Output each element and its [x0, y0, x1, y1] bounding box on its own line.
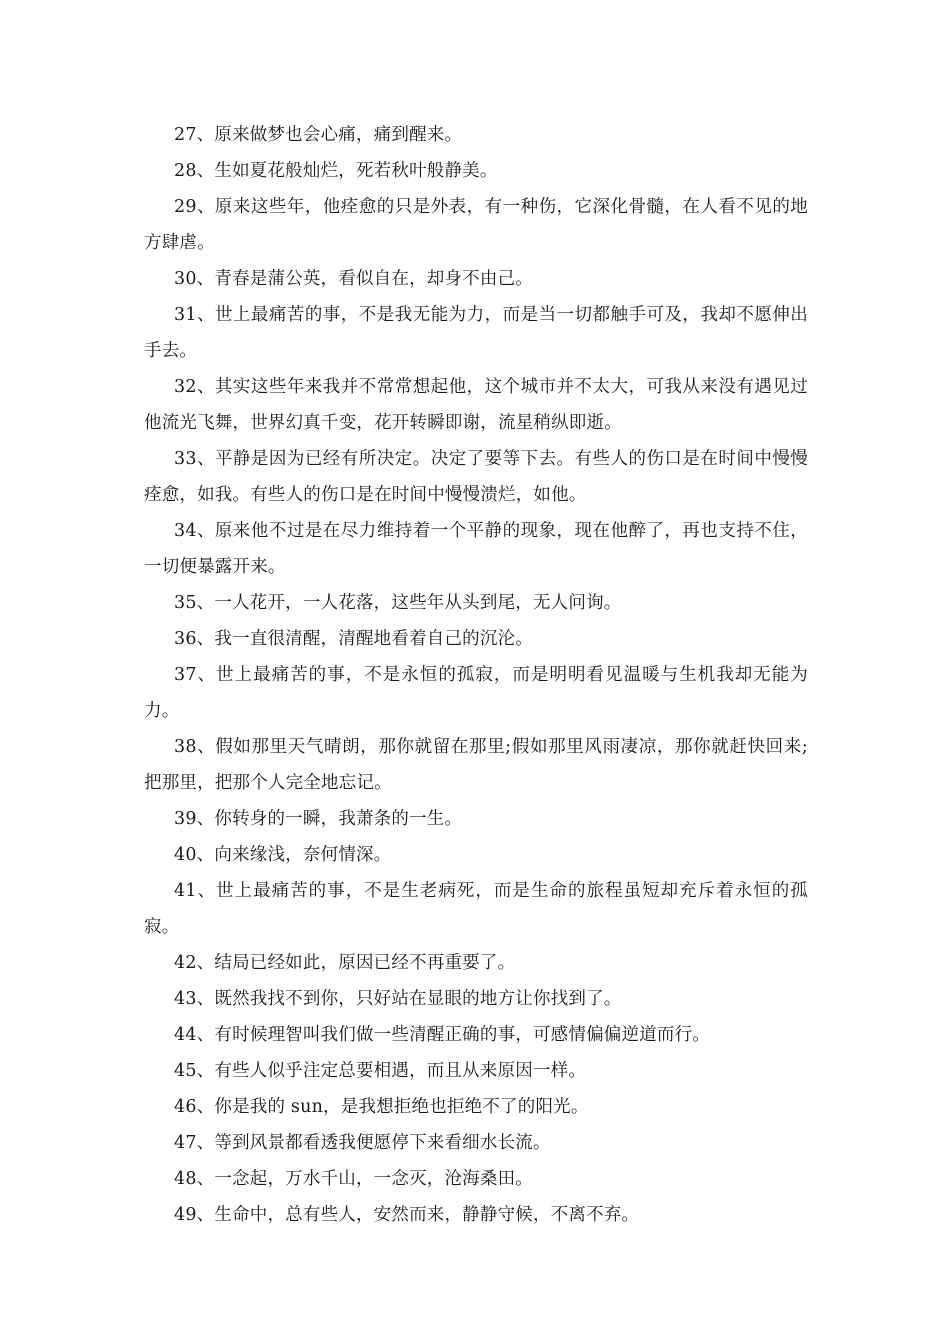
quote-paragraph-49: 49、生命中，总有些人，安然而来，静静守候，不离不弃。	[174, 1205, 640, 1225]
quote-paragraph-34: 34、原来他不过是在尽力维持着一个平静的现象，现在他醉了，再也支持不住，一切便暴露开来。	[144, 521, 808, 577]
quote-paragraph-44: 44、有时候理智叫我们做一些清醒正确的事，可感情偏偏逆道而行。	[174, 1025, 710, 1045]
quote-paragraph-32: 32、其实这些年来我并不常常想起他，这个城市并不太大，可我从来没有遇见过他流光飞舞，世界幻真千变，花开转瞬即谢，流星稍纵即逝。	[144, 377, 808, 433]
quote-paragraph-48: 48、一念起，万水千山，一念灭，沧海桑田。	[174, 1169, 533, 1189]
quote-paragraph-38: 38、假如那里天气晴朗，那你就留在那里;假如那里风雨凄凉，那你就赶快回来;把那里，把那个人完全地忘记。	[144, 737, 808, 793]
quote-paragraph-31: 31、世上最痛苦的事，不是我无能为力，而是当一切都触手可及，我却不愿伸出手去。	[144, 305, 808, 361]
quote-paragraph-36: 36、我一直很清醒，清醒地看着自己的沉沦。	[174, 629, 533, 649]
quote-paragraph-47: 47、等到风景都看透我便愿停下来看细水长流。	[174, 1133, 551, 1153]
quote-paragraph-42: 42、结局已经如此，原因已经不再重要了。	[174, 953, 516, 973]
quote-paragraph-37: 37、世上最痛苦的事，不是永恒的孤寂，而是明明看见温暖与生机我却无能为力。	[144, 665, 808, 721]
quote-paragraph-30: 30、青春是蒲公英，看似自在，却身不由己。	[174, 269, 533, 289]
quote-paragraph-29: 29、原来这些年，他痊愈的只是外表，有一种伤，它深化骨髓，在人看不见的地方肆虐。	[144, 197, 808, 253]
quote-paragraph-39: 39、你转身的一瞬，我萧条的一生。	[174, 809, 463, 829]
quote-paragraph-43: 43、既然我找不到你，只好站在显眼的地方让你找到了。	[174, 989, 622, 1009]
quote-paragraph-33: 33、平静是因为已经有所决定。决定了要等下去。有些人的伤口是在时间中慢慢痊愈，如我。有些人的伤口是在时间中慢慢溃烂，如他。	[144, 449, 808, 505]
document-body	[144, 117, 808, 1233]
quote-paragraph-27: 27、原来做梦也会心痛，痛到醒来。	[174, 125, 463, 145]
quote-paragraph-40: 40、向来缘浅，奈何情深。	[174, 845, 392, 865]
quote-paragraph-41: 41、世上最痛苦的事，不是生老病死，而是生命的旅程虽短却充斥着永恒的孤寂。	[144, 881, 808, 937]
quote-paragraph-28: 28、生如夏花般灿烂，死若秋叶般静美。	[174, 161, 498, 181]
quote-paragraph-46: 46、你是我的 sun，是我想拒绝也拒绝不了的阳光。	[174, 1097, 589, 1117]
quote-paragraph-45: 45、有些人似乎注定总要相遇，而且从来原因一样。	[174, 1061, 587, 1081]
quote-paragraph-35: 35、一人花开，一人花落，这些年从头到尾，无人问询。	[174, 593, 622, 613]
